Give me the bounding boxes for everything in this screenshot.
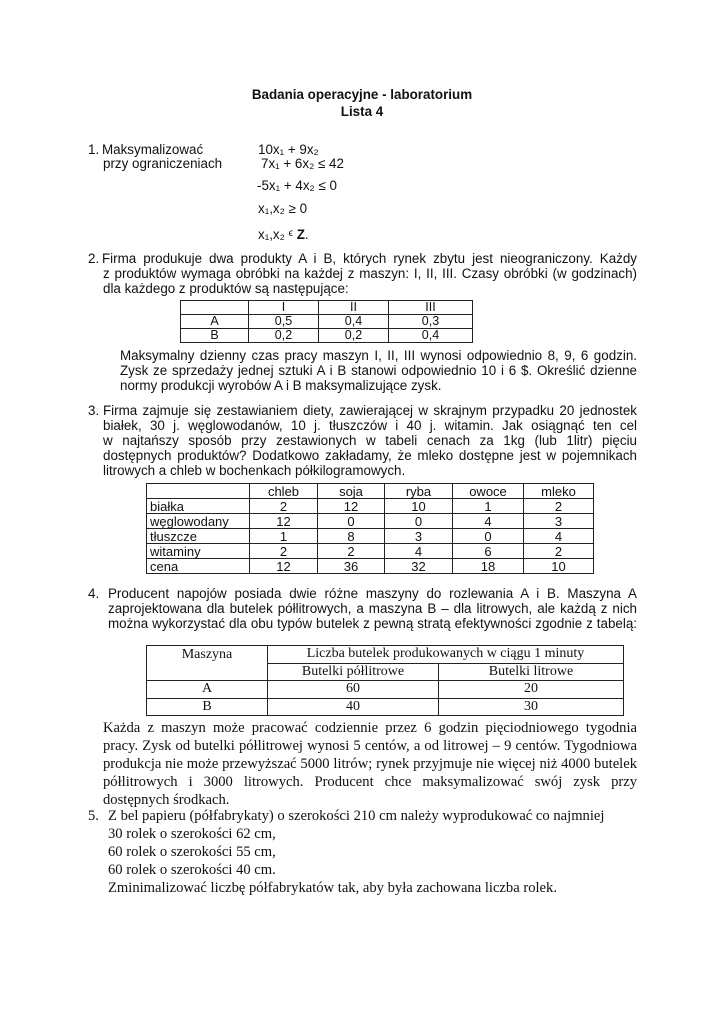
paragraph-line: można wykorzystać dla obu typów butelek z pewną stratą efektywności zgodnie z tabelą: (108, 616, 637, 631)
table-cell: 12 (250, 559, 318, 574)
paragraph-line: 60 rolek o szerokości 55 cm, (108, 844, 276, 860)
table-row (147, 529, 594, 544)
table-cell: 1 (453, 499, 524, 514)
paragraph-line: Firma zajmuje się zestawianiem diety, zawierającej w skrajnym przypadku 20 jednostek (103, 403, 637, 418)
paragraph-line: pracy. Zysk od butelki półlitrowej wynosi 5 centów, a od litrowej – 9 centów. Tygodniowa (103, 738, 637, 754)
table-cell: 2 (524, 544, 594, 559)
paragraph-line: zaprojektowana dla butelek półlitrowych, a maszyna B – dla litrowych, ale każdą z nich (108, 601, 637, 616)
machining-time-table (180, 300, 473, 343)
table-row (181, 315, 473, 329)
constraints-label: przy ograniczeniach (103, 156, 223, 171)
table-cell: A (181, 315, 249, 329)
table-cell: 10 (524, 559, 594, 574)
table-header-cell: owoce (453, 484, 524, 499)
header-half-liter: Butelki półlitrowe (268, 663, 439, 681)
table-cell: 12 (318, 499, 385, 514)
table-cell: węglowodany (147, 514, 250, 529)
table-header-row (181, 301, 473, 315)
table-cell: 18 (453, 559, 524, 574)
table-cell: białka (147, 499, 250, 514)
table-cell: 8 (318, 529, 385, 544)
table-header-cell: chleb (250, 484, 318, 499)
table-cell: 40 (268, 698, 439, 716)
table-row (147, 698, 624, 716)
table-cell: 20 (439, 681, 624, 699)
table-cell: 2 (318, 544, 385, 559)
table-header-cell: I (249, 301, 319, 315)
table-cell: 0,3 (389, 315, 473, 329)
constraint: x₁,x₂ ≥ 0 (258, 201, 308, 216)
table-cell: 10 (385, 499, 453, 514)
objective-function: 10x₁ + 9x₂ (258, 142, 319, 157)
table-cell: 0,2 (249, 329, 319, 343)
problem-number: 4. (88, 586, 100, 601)
table-cell: 3 (524, 514, 594, 529)
paragraph-line: Zminimalizować liczbę półfabrykatów tak, aby była zachowana liczba rolek. (108, 880, 557, 896)
paragraph-line: Maksymalny dzienny czas pracy maszyn I, II, III wynosi odpowiednio 8, 9, 6 godzin. (120, 348, 637, 363)
header-machine: Maszyna (147, 646, 268, 681)
table-cell: B (181, 329, 249, 343)
problem-number: 3. (88, 403, 100, 418)
table-cell: B (147, 698, 268, 716)
table-row (147, 499, 594, 514)
table-cell: 12 (250, 514, 318, 529)
table-cell: 36 (318, 559, 385, 574)
table-cell: 32 (385, 559, 453, 574)
paragraph-line: dostępnych produktów? Dodatkowo zakładamy, że mleko dostępne jest w pojemnikach (103, 448, 637, 463)
table-cell: 4 (385, 544, 453, 559)
table-cell: cena (147, 559, 250, 574)
paragraph-line: Firma produkuje dwa produkty A i B, których rynek zbytu jest nieograniczony. Każdy (102, 251, 637, 266)
paragraph-line: Każda z maszyn może pracować codziennie przez 6 godzin pięciodniowego tygodnia (103, 720, 637, 736)
document-title: Badania operacyjne - laboratorium (251, 87, 473, 102)
table-row (147, 544, 594, 559)
paragraph-line: Producent napojów posiada dwie różne maszyny do rozlewania A i B. Maszyna A (108, 586, 637, 601)
paragraph-line: Zysk ze sprzedaży jednej sztuki A i B stanowi odpowiednio 10 i 6 $. Określić dzienne (120, 363, 637, 378)
table-cell: 6 (453, 544, 524, 559)
table-header-cell (181, 301, 249, 315)
paragraph-line: półlitrowych i 3000 litrowych. Producent chce maksymalizować swój zysk przy (103, 774, 637, 790)
constraint: -5x₁ + 4x₂ ≤ 0 (257, 178, 337, 193)
paragraph-line: z produktów wymaga obróbki na każdej z maszyn: I, II, III. Czasy obróbki (w godzinach) (103, 266, 637, 281)
paragraph-line: Z bel papieru (półfabrykaty) o szerokości 210 cm należy wyprodukować co najmniej (108, 808, 605, 824)
table-cell: 0,2 (319, 329, 389, 343)
table-cell: 1 (250, 529, 318, 544)
table-cell: 4 (453, 514, 524, 529)
table-cell: 0 (318, 514, 385, 529)
integrality-vars: x₁,x₂ (258, 227, 285, 242)
table-cell: witaminy (147, 544, 250, 559)
paragraph-line: białek, 30 j. węglowodanów, 10 j. tłuszczów i 40 j. witamin. Jak osiągnąć ten cel (103, 418, 637, 433)
table-cell: 3 (385, 529, 453, 544)
element-of-symbol: ϵ (288, 228, 293, 239)
table-cell: 0,4 (319, 315, 389, 329)
table-cell: A (147, 681, 268, 699)
table-cell: 0,5 (249, 315, 319, 329)
table-cell: 4 (524, 529, 594, 544)
table-cell: 30 (439, 698, 624, 716)
paragraph-line: dla każdego z produktów są następujące: (103, 281, 349, 296)
table-header-cell (147, 484, 250, 499)
paragraph-line: litrowych a chleb w bochenkach półkilogramowych. (103, 463, 406, 478)
table-cell: tłuszcze (147, 529, 250, 544)
table-header-cell: soja (318, 484, 385, 499)
table-cell: 2 (250, 544, 318, 559)
table-row (147, 559, 594, 574)
problem-number: 2. (88, 251, 100, 266)
period: . (304, 227, 309, 242)
problem-number: 1. (88, 142, 100, 157)
table-cell: 0 (453, 529, 524, 544)
bottling-table (146, 645, 624, 716)
problem-number: 5. (88, 808, 99, 824)
paragraph-line: produkcja nie może przewyższać 5000 litrów; rynek przyjmuje nie więcej niż 4000 butelek (103, 756, 637, 772)
table-cell: 0,4 (389, 329, 473, 343)
table-header-cell: ryba (385, 484, 453, 499)
table-header-cell: III (389, 301, 473, 315)
table-row (147, 681, 624, 699)
diet-table (146, 483, 594, 574)
integrality-constraint (258, 228, 309, 241)
header-liter: Butelki litrowe (439, 663, 624, 681)
table-header-cell: II (319, 301, 389, 315)
integer-set: Z (296, 227, 305, 242)
objective-label: Maksymalizować (102, 142, 204, 157)
table-cell: 2 (250, 499, 318, 514)
paragraph-line: normy produkcji wyrobów A i B maksymalizujące zysk. (120, 378, 442, 393)
header-group: Liczba butelek produkowanych w ciągu 1 minuty (268, 646, 624, 664)
paragraph-line: dostępnych środkach. (103, 792, 230, 808)
table-row (181, 329, 473, 343)
table-header-row (147, 484, 594, 499)
table-header-cell: mleko (524, 484, 594, 499)
table-cell: 0 (385, 514, 453, 529)
constraint: 7x₁ + 6x₂ ≤ 42 (261, 156, 344, 171)
table-cell: 60 (268, 681, 439, 699)
paragraph-line: 30 rolek o szerokości 62 cm, (108, 826, 276, 842)
paragraph-line: 60 rolek o szerokości 40 cm. (108, 862, 276, 878)
paragraph-line: w najtańszy sposób przy zestawionych w tabeli cenach za 1kg (lub 1litr) pięciu (103, 433, 637, 448)
table-row (147, 514, 594, 529)
table-cell: 2 (524, 499, 594, 514)
document-subtitle: Lista 4 (340, 104, 384, 119)
